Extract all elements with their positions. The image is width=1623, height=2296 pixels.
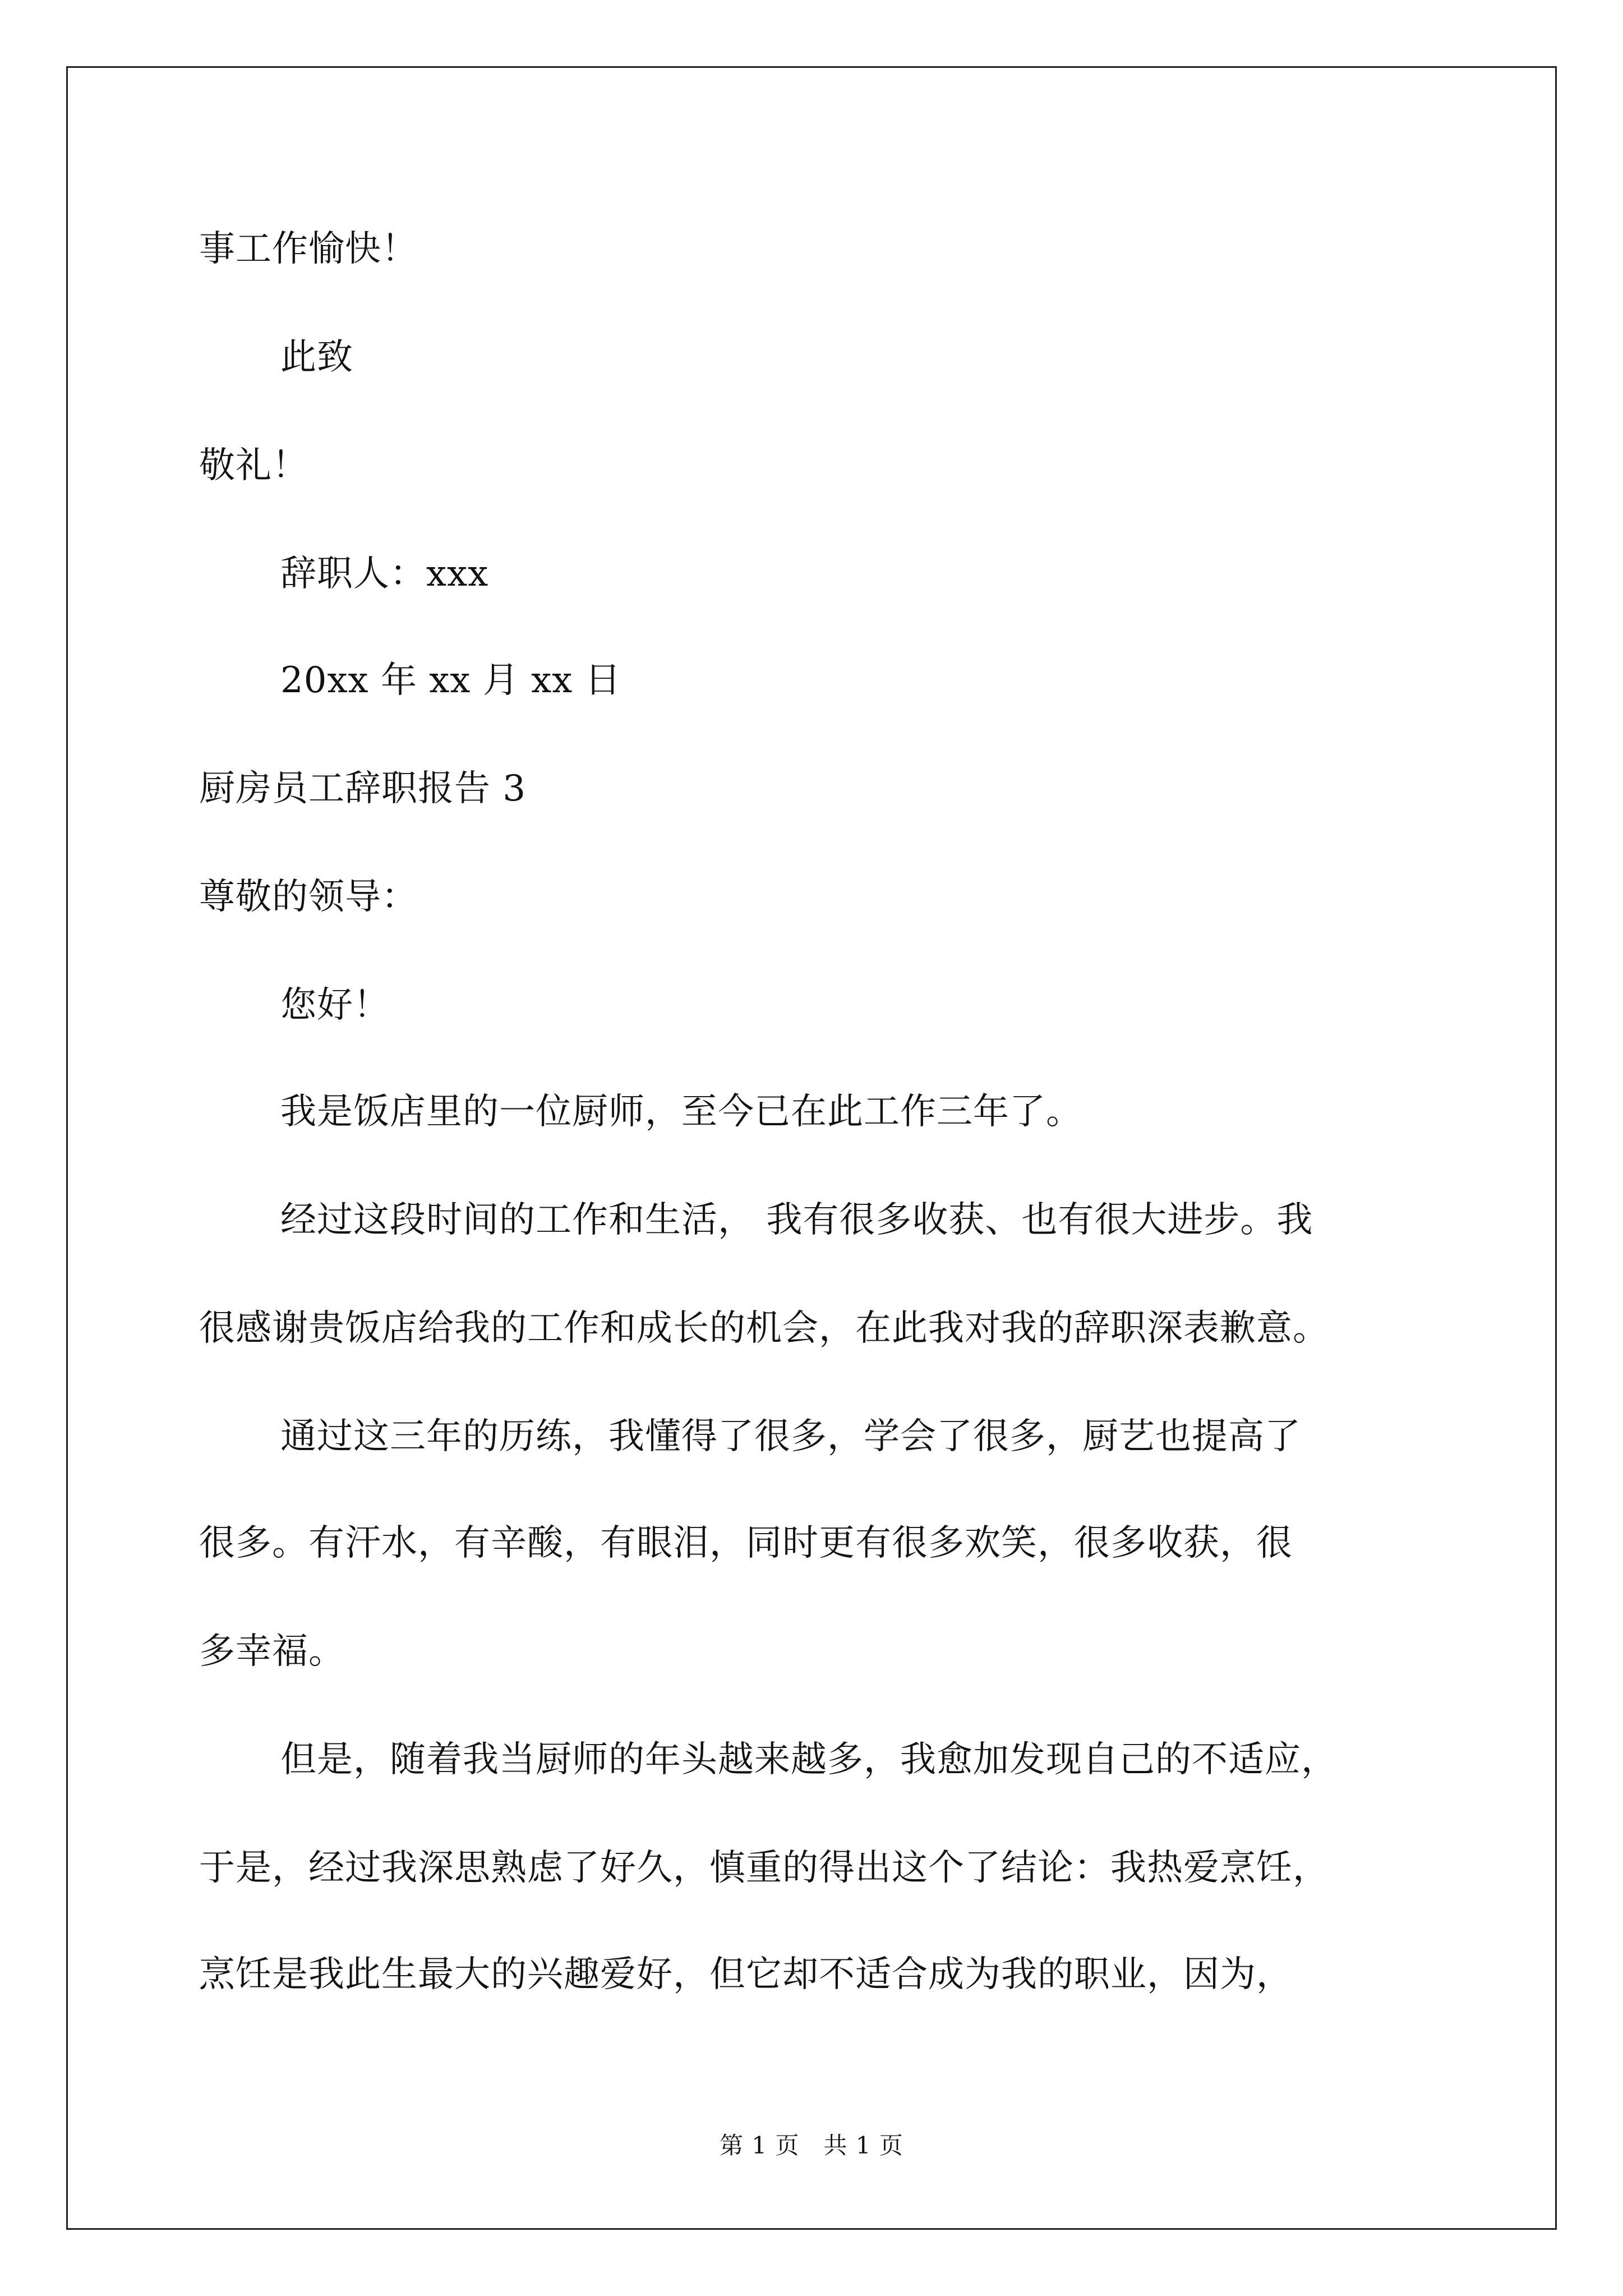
text-line-date: 20xx 年 xx 月 xx 日 — [280, 660, 621, 701]
page-border — [66, 66, 1557, 2230]
text-line-salutation: 此致 — [280, 337, 353, 378]
text-line-signature: 辞职人：xxx — [280, 553, 489, 595]
paragraph-line: 多幸福。 — [199, 1631, 345, 1672]
text-line-closing-wish: 事工作愉快！ — [199, 228, 418, 270]
page-footer: 第 1 页 共 1 页 — [720, 2132, 903, 2159]
paragraph-line: 很多。有汗水，有辛酸，有眼泪，同时更有很多欢笑，很多收获，很 — [199, 1522, 1293, 1564]
paragraph-line: 我是饭店里的一位厨师，至今已在此工作三年了。 — [280, 1091, 1082, 1133]
paragraph-line: 经过这段时间的工作和生活， 我有很多收获、也有很大进步。我 — [280, 1199, 1313, 1241]
text-line-addressee: 尊敬的领导： — [199, 876, 418, 918]
paragraph-line: 通过这三年的历练，我懂得了很多，学会了很多，厨艺也提高了 — [280, 1416, 1301, 1457]
paragraph-line: 很感谢贵饭店给我的工作和成长的机会，在此我对我的辞职深表歉意。 — [199, 1308, 1329, 1349]
paragraph-line: 于是，经过我深思熟虑了好久，慎重的得出这个了结论：我热爱烹饪， — [199, 1847, 1329, 1889]
paragraph-line: 但是，随着我当厨师的年头越来越多，我愈加发现自己的不适应， — [280, 1739, 1338, 1780]
paragraph-line: 烹饪是我此生最大的兴趣爱好，但它却不适合成为我的职业，因为， — [199, 1954, 1293, 1995]
text-line-greeting: 您好！ — [280, 984, 390, 1026]
section-heading: 厨房员工辞职报告 3 — [199, 768, 527, 809]
text-line-regards: 敬礼！ — [199, 445, 308, 486]
